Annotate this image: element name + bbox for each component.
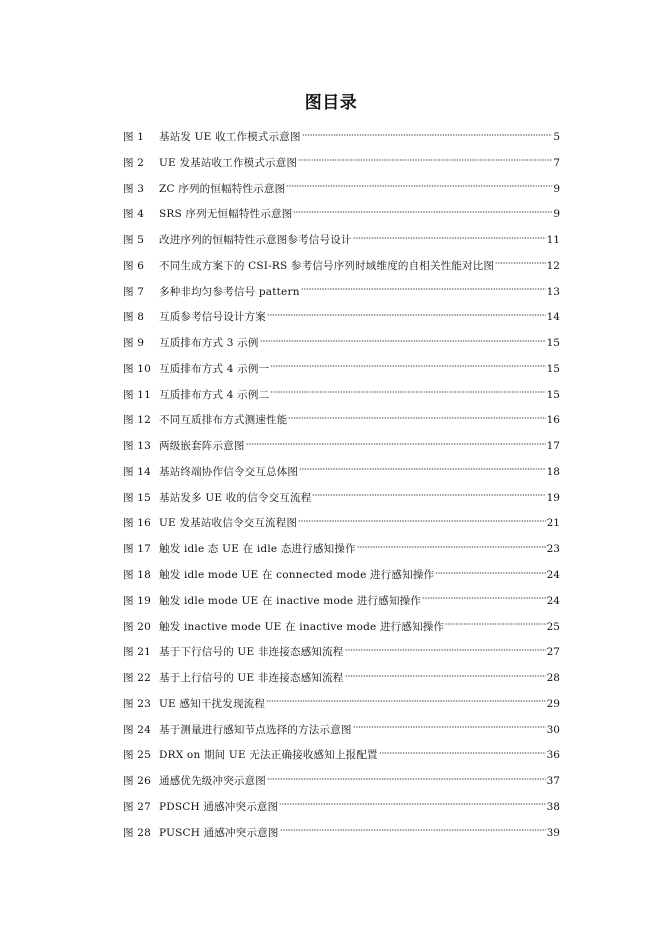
page-number: 39 (546, 826, 560, 839)
figure-caption: 互质排布方式 3 示例 (159, 337, 259, 350)
figure-list (123, 120, 560, 841)
page-number: 13 (546, 285, 560, 298)
page-number: 30 (546, 723, 560, 736)
figure-caption: 基于测量进行感知节点选择的方法示意图 (159, 723, 352, 736)
page-number: 15 (546, 337, 560, 350)
toc-entry[interactable] (123, 764, 560, 790)
toc-entry[interactable] (123, 300, 560, 326)
figure-caption: 触发 idle mode UE 在 connected mode 进行感知操作 (159, 569, 435, 582)
page-number: 5 (553, 131, 560, 143)
page-number: 9 (553, 208, 560, 221)
dot-leader (353, 223, 546, 243)
dot-leader (298, 506, 545, 526)
figure-caption: 基站发 UE 收工作模式示意图 (159, 131, 301, 143)
toc-entry[interactable] (123, 558, 560, 584)
dot-leader (302, 120, 553, 140)
toc-entry[interactable] (123, 197, 560, 223)
toc-entry[interactable] (123, 816, 560, 842)
toc-entry[interactable] (123, 481, 560, 507)
page-number: 15 (546, 362, 560, 375)
figure-caption: PUSCH 通感冲突示意图 (159, 826, 279, 839)
page-number: 21 (546, 517, 560, 530)
figure-caption: 基于下行信号的 UE 非连接态感知流程 (159, 646, 344, 659)
toc-entry[interactable] (123, 738, 560, 764)
dot-leader (260, 326, 546, 346)
dot-leader (357, 532, 546, 552)
figure-number: 图 25 (123, 749, 151, 762)
page-number: 28 (546, 672, 560, 685)
figure-caption: 基站终端协作信令交互总体图 (159, 465, 299, 478)
toc-entry[interactable] (123, 146, 560, 172)
dot-leader (293, 197, 552, 217)
toc-entry[interactable] (123, 326, 560, 352)
figure-number: 图 4 (123, 208, 145, 221)
page-number: 16 (546, 414, 560, 427)
dot-leader (267, 764, 546, 784)
dot-leader (299, 455, 546, 475)
page-number: 12 (546, 259, 560, 272)
toc-entry[interactable] (123, 635, 560, 661)
toc-entry[interactable] (123, 223, 560, 249)
figure-caption: 基站发多 UE 收的信令交互流程 (159, 491, 312, 504)
dot-leader (270, 378, 545, 398)
figure-number: 图 24 (123, 723, 151, 736)
figure-caption: UE 发基站收工作模式示意图 (159, 156, 298, 169)
dot-leader (270, 352, 545, 372)
page-number: 11 (546, 234, 560, 247)
toc-entry[interactable] (123, 790, 560, 816)
figure-number: 图 19 (123, 594, 151, 607)
toc-entry[interactable] (123, 429, 560, 455)
figure-number: 图 3 (123, 182, 145, 195)
figure-caption: DRX on 期间 UE 无法正确接收感知上报配置 (159, 749, 378, 762)
page-number: 18 (546, 465, 560, 478)
toc-entry[interactable] (123, 403, 560, 429)
toc-entry[interactable] (123, 687, 560, 713)
figure-caption: 两级嵌套阵示意图 (159, 440, 245, 453)
toc-entry[interactable] (123, 713, 560, 739)
figure-caption: 互质排布方式 4 示例二 (159, 388, 270, 401)
page-title: 图目录 (304, 93, 358, 113)
toc-entry[interactable] (123, 532, 560, 558)
figure-caption: 互质排布方式 4 示例一 (159, 362, 270, 375)
figure-number: 图 9 (123, 337, 145, 350)
figure-number: 图 17 (123, 543, 151, 556)
figure-caption: 基于上行信号的 UE 非连接态感知流程 (159, 672, 344, 685)
figure-caption: 不同生成方案下的 CSI-RS 参考信号序列时域维度的自相关性能对比图 (159, 259, 495, 272)
page-number: 38 (546, 800, 560, 813)
dot-leader (435, 558, 545, 578)
figure-number: 图 27 (123, 800, 151, 813)
dot-leader (280, 816, 546, 836)
dot-leader (267, 300, 546, 320)
dot-leader (288, 403, 545, 423)
figure-number: 图 6 (123, 259, 145, 272)
page-number: 23 (546, 543, 560, 556)
toc-entry[interactable] (123, 249, 560, 275)
figure-number: 图 23 (123, 697, 151, 710)
page-number: 24 (546, 594, 560, 607)
figure-caption: 触发 idle mode UE 在 inactive mode 进行感知操作 (159, 594, 422, 607)
page-number: 9 (553, 182, 560, 195)
figure-number: 图 15 (123, 491, 151, 504)
dot-leader (379, 738, 546, 758)
figure-number: 图 12 (123, 414, 151, 427)
figure-caption: SRS 序列无恒幅特性示意图 (159, 208, 293, 221)
page-number: 25 (546, 620, 560, 633)
dot-leader (495, 249, 545, 269)
dot-leader (445, 610, 545, 630)
figure-number: 图 26 (123, 775, 151, 788)
figure-caption: 通感优先级冲突示意图 (159, 775, 266, 788)
figure-number: 图 2 (123, 156, 145, 169)
figure-caption: 互质参考信号设计方案 (159, 311, 266, 324)
toc-entry[interactable] (123, 120, 560, 146)
figure-number: 图 5 (123, 234, 145, 247)
page-number: 36 (546, 749, 560, 762)
figure-caption: UE 感知干扰发现流程 (159, 697, 266, 710)
figure-caption: 改进序列的恒幅特性示意图参考信号设计 (159, 234, 352, 247)
figure-number: 图 14 (123, 465, 151, 478)
figure-number: 图 22 (123, 672, 151, 685)
dot-leader (286, 172, 552, 192)
page-number: 19 (546, 491, 560, 504)
dot-leader (345, 635, 546, 655)
page-number: 24 (546, 569, 560, 582)
figure-caption: PDSCH 通感冲突示意图 (159, 800, 279, 813)
dot-leader (279, 790, 545, 810)
figure-caption: UE 发基站收信令交互流程图 (159, 517, 298, 530)
toc-entry[interactable] (123, 610, 560, 636)
toc-entry[interactable] (123, 455, 560, 481)
dot-leader (246, 429, 546, 449)
figure-caption: 触发 inactive mode UE 在 inactive mode 进行感知操作 (159, 620, 445, 633)
figure-number: 图 11 (123, 388, 151, 401)
figure-number: 图 16 (123, 517, 151, 530)
dot-leader (266, 687, 546, 707)
figure-number: 图 21 (123, 646, 151, 659)
toc-entry[interactable] (123, 275, 560, 301)
figure-number: 图 28 (123, 826, 151, 839)
page-number: 17 (546, 440, 560, 453)
figure-caption: 触发 idle 态 UE 在 idle 态进行感知操作 (159, 543, 356, 556)
figure-number: 图 18 (123, 569, 151, 582)
page-number: 29 (546, 697, 560, 710)
dot-leader (298, 146, 552, 166)
dot-leader (301, 275, 546, 295)
page-number: 7 (553, 156, 560, 169)
figure-number: 图 8 (123, 311, 145, 324)
toc-entry[interactable] (123, 352, 560, 378)
toc-entry[interactable] (123, 661, 560, 687)
figure-number: 图 7 (123, 285, 145, 298)
figure-number: 图 1 (123, 131, 145, 143)
toc-entry[interactable] (123, 378, 560, 404)
toc-entry[interactable] (123, 172, 560, 198)
figure-caption: 多种非均匀参考信号 pattern (159, 285, 300, 298)
dot-leader (312, 481, 545, 501)
page-number: 27 (546, 646, 560, 659)
figure-number: 图 10 (123, 362, 151, 375)
page-number: 37 (546, 775, 560, 788)
page-number: 14 (546, 311, 560, 324)
figure-number: 图 20 (123, 620, 151, 633)
page-number: 15 (546, 388, 560, 401)
toc-entry[interactable] (123, 584, 560, 610)
figure-caption: 不同互质排布方式测速性能 (159, 414, 288, 427)
dot-leader (422, 584, 546, 604)
figure-number: 图 13 (123, 440, 151, 453)
figure-caption: ZC 序列的恒幅特性示意图 (159, 182, 286, 195)
dot-leader (353, 713, 546, 733)
toc-entry[interactable] (123, 506, 560, 532)
dot-leader (345, 661, 546, 681)
